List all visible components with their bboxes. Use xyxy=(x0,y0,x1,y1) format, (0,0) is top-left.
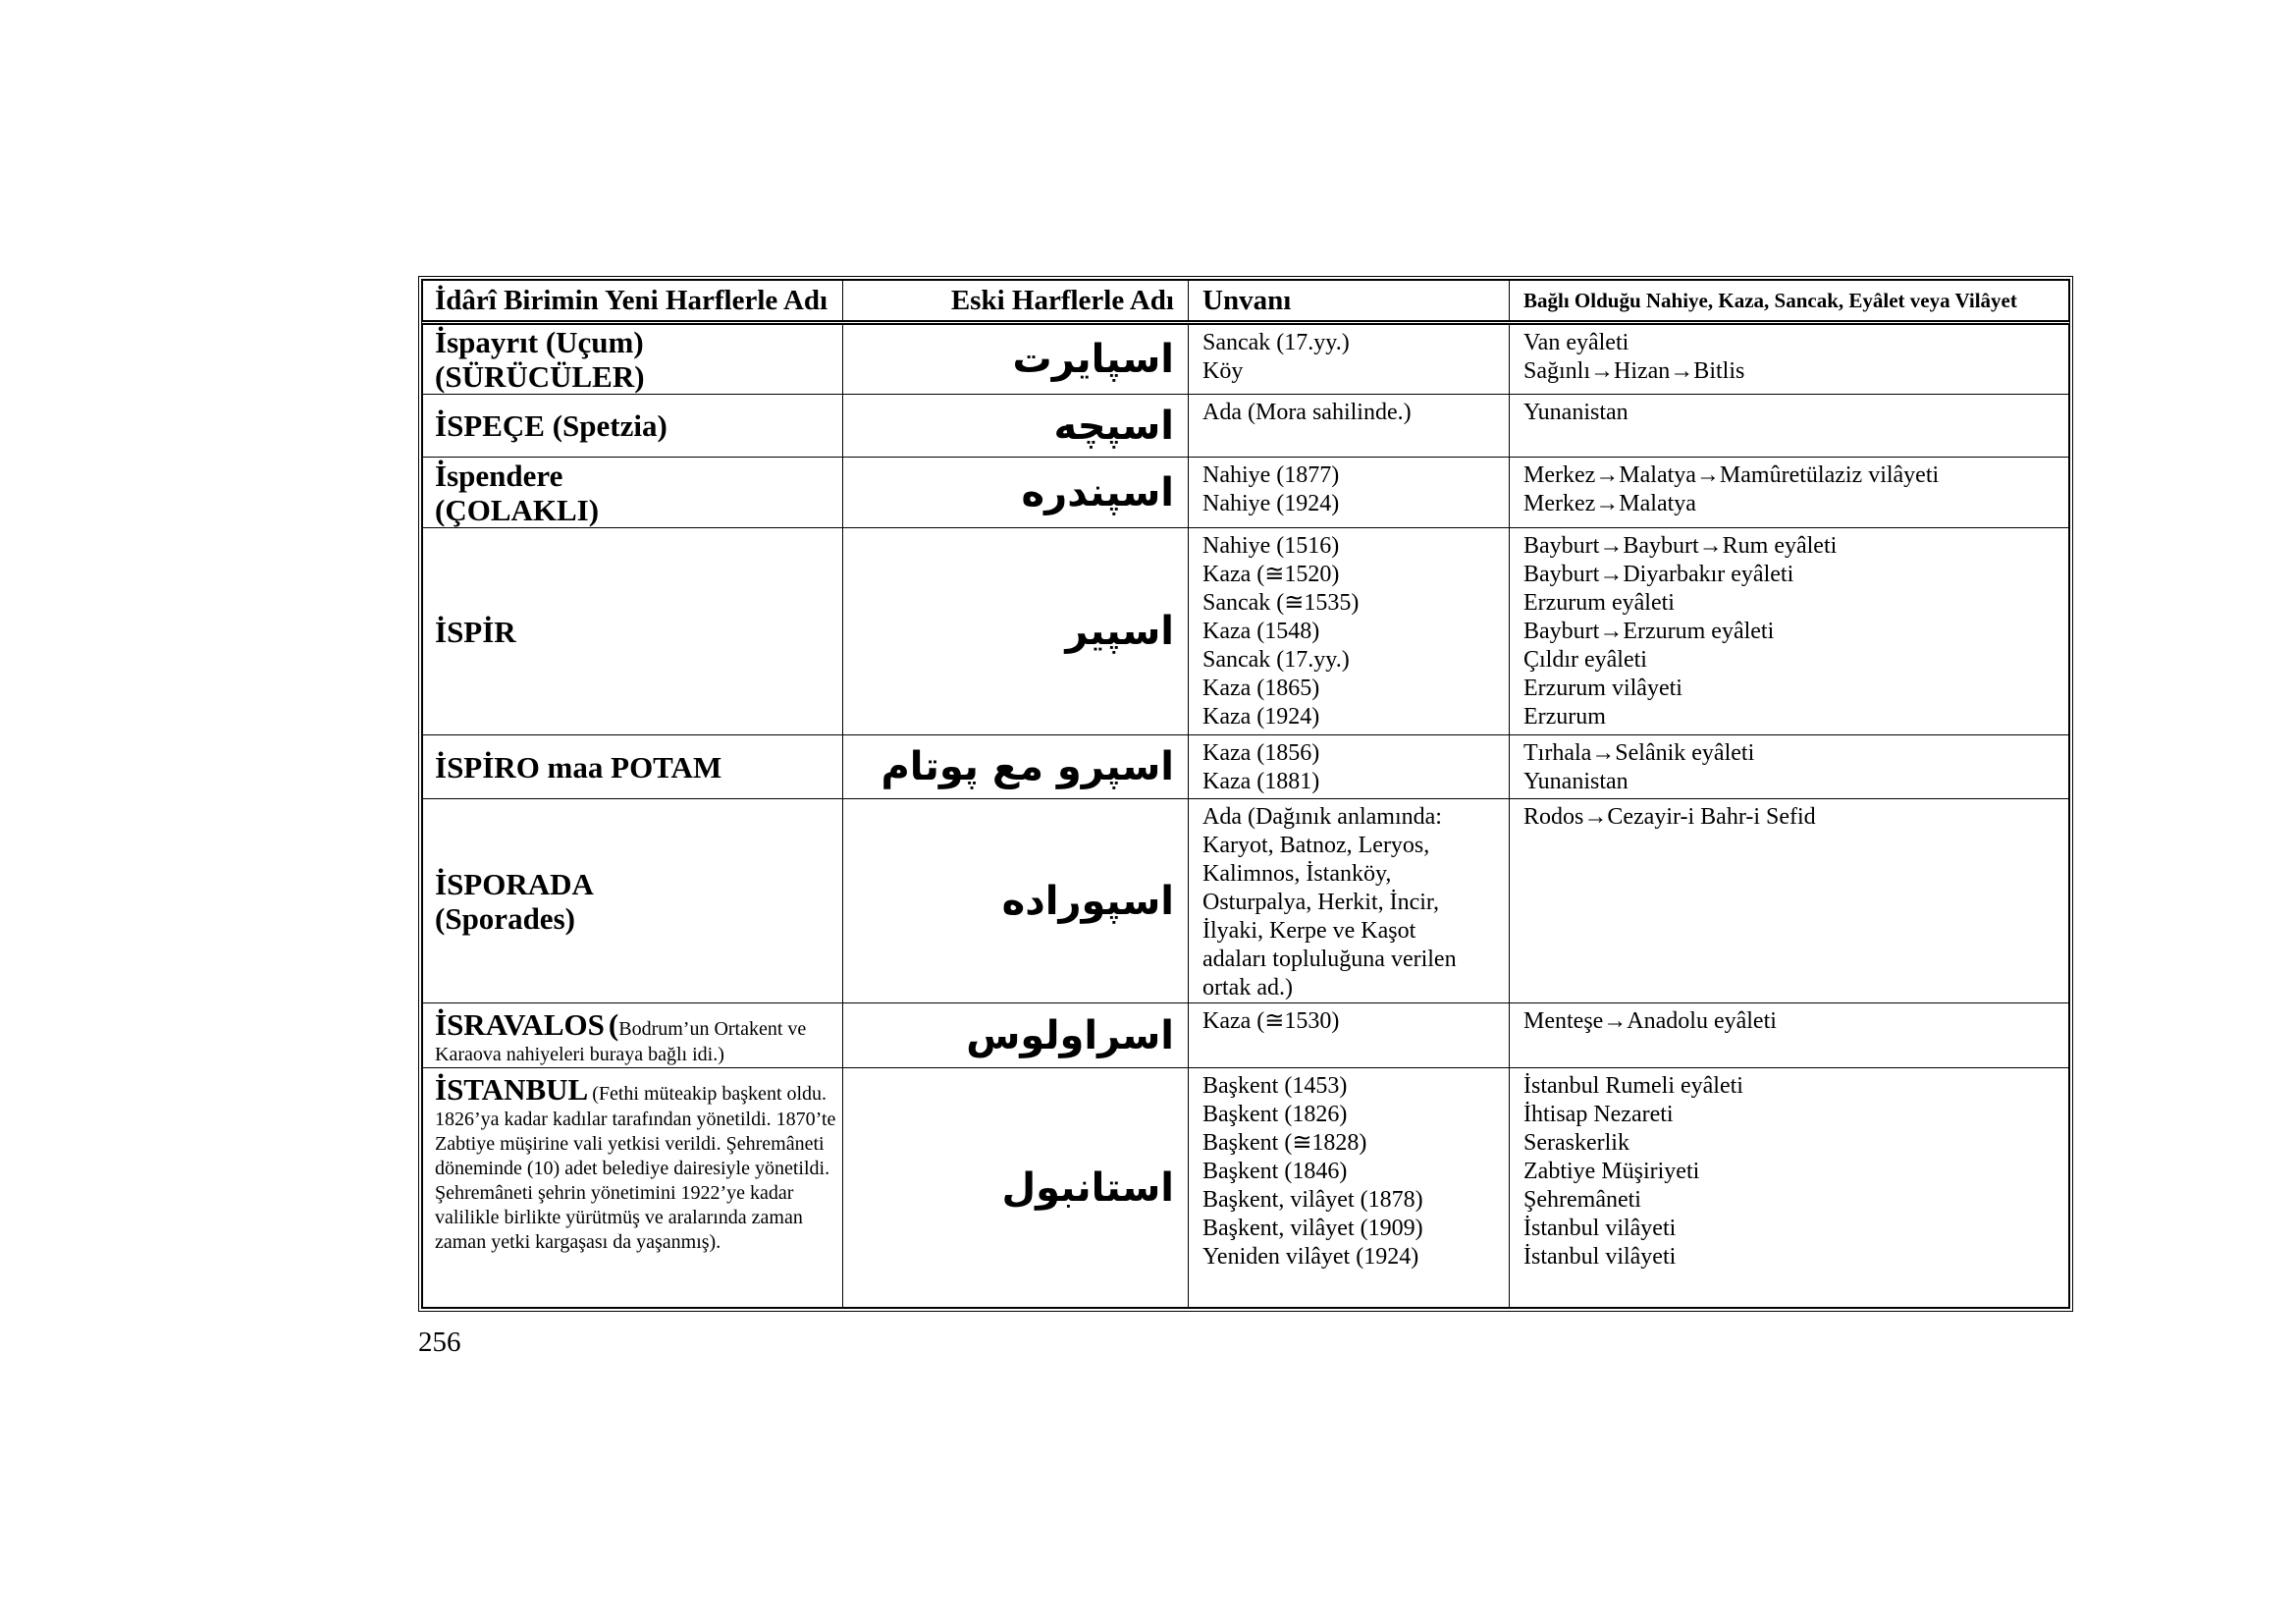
affiliation-cell xyxy=(1510,323,2069,395)
unit-name-note: (Fethi müteakip başkent oldu. 1826’ya kadar kadılar tarafından yönetildi. 1870’te Zabtiye müşirine vali yetkisi verildi. Şehremâneti döneminde (10) adet belediye dairesiyle yönetildi. Şehremâneti şehrin yönetimini 1922’ye kadar valilikle birlikte yürütmüş ve aralarında zaman zaman yetki kargaşası da yaşanmış). xyxy=(435,1083,836,1253)
title-entry: Kaza (≅1530) xyxy=(1202,1008,1340,1034)
affiliation-entry: İstanbul vilâyeti xyxy=(1523,1244,1677,1270)
title-entry: Ada (Mora sahilinde.) xyxy=(1202,400,1412,425)
title-entry: Kaza (1881) xyxy=(1202,769,1320,794)
table-row xyxy=(423,735,2069,799)
title-entry: Başkent (1826) xyxy=(1202,1102,1348,1127)
affiliation-cell xyxy=(1510,799,2069,1003)
arabic-name-cell: اسپير xyxy=(843,528,1189,735)
title-entry: Osturpalya, Herkit, İncir, xyxy=(1202,890,1439,915)
title-entry: Başkent (1453) xyxy=(1202,1073,1348,1099)
unit-name-paren: ( xyxy=(608,1007,619,1042)
title-entry: Başkent (1846) xyxy=(1202,1159,1348,1184)
unit-name-line: (Sporades) xyxy=(435,900,575,936)
unit-name-line: İspendere xyxy=(435,458,563,493)
table-row xyxy=(423,395,2069,458)
title-entry: Kaza (1548) xyxy=(1202,619,1320,644)
title-entry: İlyaki, Kerpe ve Kaşot xyxy=(1202,918,1416,944)
title-entry: Başkent, vilâyet (1909) xyxy=(1202,1216,1423,1241)
arabic-name-cell: اسراولوس xyxy=(843,1003,1189,1068)
title-entry: Yeniden vilâyet (1924) xyxy=(1202,1244,1419,1270)
affiliation-entry: Bayburt→Bayburt→Rum eyâleti xyxy=(1523,533,1838,559)
title-cell xyxy=(1189,1003,1510,1068)
table-row xyxy=(423,458,2069,528)
arabic-name-cell: اسپچه xyxy=(843,395,1189,458)
affiliation-entry: Menteşe→Anadolu eyâleti xyxy=(1523,1008,1777,1034)
affiliation-cell xyxy=(1510,735,2069,799)
title-entry: Köy xyxy=(1202,358,1244,384)
unit-name-line: İSPİR xyxy=(435,614,516,649)
affiliation-entry: Yunanistan xyxy=(1523,400,1629,425)
title-entry: Kalimnos, İstanköy, xyxy=(1202,861,1392,887)
unit-name-cell xyxy=(423,1068,843,1308)
title-entry: Ada (Dağınık anlamında: xyxy=(1202,804,1442,830)
affiliation-entry: Bayburt→Erzurum eyâleti xyxy=(1523,619,1775,644)
unit-name-line: İSPEÇE (Spetzia) xyxy=(435,408,667,443)
table-row xyxy=(423,1003,2069,1068)
unit-name-cell xyxy=(423,528,843,735)
gazetteer-table-frame xyxy=(418,276,2073,1312)
table-row xyxy=(423,799,2069,1003)
affiliation-entry: Bayburt→Diyarbakır eyâleti xyxy=(1523,562,1794,587)
title-entry: Kaza (1924) xyxy=(1202,704,1320,730)
unit-name-cell xyxy=(423,323,843,395)
title-entry: Nahiye (1516) xyxy=(1202,533,1340,559)
unit-name-main: İSTANBUL xyxy=(435,1072,589,1107)
affiliation-cell xyxy=(1510,395,2069,458)
page-number: 256 xyxy=(418,1326,461,1358)
arabic-name-cell: اسپرو مع پوتام xyxy=(843,735,1189,799)
title-entry: Kaza (≅1520) xyxy=(1202,562,1340,587)
unit-name-line: (ÇOLAKLI) xyxy=(435,492,600,527)
title-cell xyxy=(1189,1068,1510,1308)
affiliation-entry: Şehremâneti xyxy=(1523,1187,1641,1213)
arabic-name-cell: اسپوراده xyxy=(843,799,1189,1003)
unit-name-line: İspayrıt (Uçum) xyxy=(435,325,644,359)
affiliation-entry: Erzurum vilâyeti xyxy=(1523,676,1682,701)
affiliation-entry: Erzurum xyxy=(1523,704,1606,730)
arabic-name-cell: استانبول xyxy=(843,1068,1189,1308)
unit-name-line: (SÜRÜCÜLER) xyxy=(435,359,645,394)
table-row xyxy=(423,323,2069,395)
title-entry: Kaza (1856) xyxy=(1202,740,1320,766)
title-entry: Başkent (≅1828) xyxy=(1202,1130,1367,1156)
arabic-name-cell: اسپايرت xyxy=(843,323,1189,395)
table-header-row xyxy=(423,281,2069,323)
affiliation-cell xyxy=(1510,1068,2069,1308)
affiliation-entry: Zabtiye Müşiriyeti xyxy=(1523,1159,1700,1184)
title-entry: adaları topluluğuna verilen xyxy=(1202,947,1457,972)
gazetteer-table xyxy=(422,280,2069,1308)
affiliation-entry: Rodos→Cezayir-i Bahr-i Sefid xyxy=(1523,804,1816,830)
affiliation-entry: Van eyâleti xyxy=(1523,330,1629,355)
affiliation-entry: Tırhala→Selânik eyâleti xyxy=(1523,740,1755,766)
affiliation-entry: Çıldır eyâleti xyxy=(1523,647,1647,673)
unit-name-main: İSRAVALOS xyxy=(435,1007,605,1042)
affiliation-entry: Seraskerlik xyxy=(1523,1130,1629,1156)
affiliation-entry: İstanbul Rumeli eyâleti xyxy=(1523,1073,1743,1099)
table-row xyxy=(423,528,2069,735)
title-entry: Başkent, vilâyet (1878) xyxy=(1202,1187,1423,1213)
title-entry: Sancak (≅1535) xyxy=(1202,590,1360,616)
title-entry: Karyot, Batnoz, Leryos, xyxy=(1202,833,1430,858)
unit-name-cell xyxy=(423,735,843,799)
title-cell xyxy=(1189,735,1510,799)
header-affiliation: Bağlı Olduğu Nahiye, Kaza, Sancak, Eyâlet veya Vilâyet xyxy=(1510,281,2069,323)
title-entry: Sancak (17.yy.) xyxy=(1202,647,1350,673)
title-cell xyxy=(1189,458,1510,528)
affiliation-entry: İstanbul vilâyeti xyxy=(1523,1216,1677,1241)
affiliation-cell xyxy=(1510,458,2069,528)
title-cell xyxy=(1189,528,1510,735)
affiliation-entry: İhtisap Nezareti xyxy=(1523,1102,1674,1127)
title-entry: Nahiye (1924) xyxy=(1202,491,1340,516)
unit-name-cell xyxy=(423,799,843,1003)
title-cell xyxy=(1189,799,1510,1003)
affiliation-entry: Erzurum eyâleti xyxy=(1523,590,1675,616)
title-cell xyxy=(1189,395,1510,458)
affiliation-entry: Merkez→Malatya→Mamûretülaziz vilâyeti xyxy=(1523,462,1940,488)
table-row xyxy=(423,1068,2069,1308)
title-entry: ortak ad.) xyxy=(1202,975,1293,1001)
title-entry: Kaza (1865) xyxy=(1202,676,1320,701)
title-cell xyxy=(1189,323,1510,395)
affiliation-entry: Merkez→Malatya xyxy=(1523,491,1696,516)
affiliation-entry: Sağınlı→Hizan→Bitlis xyxy=(1523,358,1745,384)
title-entry: Nahiye (1877) xyxy=(1202,462,1340,488)
title-entry: Sancak (17.yy.) xyxy=(1202,330,1350,355)
affiliation-cell xyxy=(1510,1003,2069,1068)
unit-name-cell xyxy=(423,458,843,528)
unit-name-cell xyxy=(423,395,843,458)
unit-name-line: İSPORADA xyxy=(435,866,594,901)
affiliation-entry: Yunanistan xyxy=(1523,769,1629,794)
affiliation-cell xyxy=(1510,528,2069,735)
arabic-name-cell: اسپندره xyxy=(843,458,1189,528)
unit-name-cell xyxy=(423,1003,843,1068)
header-title: Unvanı xyxy=(1189,281,1510,323)
unit-name-line: İSPİRO maa POTAM xyxy=(435,749,722,785)
header-old-name: Eski Harflerle Adı xyxy=(843,281,1189,323)
unit-name-note: Bodrum’un Ortakent ve Karaova nahiyeleri buraya bağlı idi.) xyxy=(435,1018,807,1065)
header-new-name: İdârî Birimin Yeni Harflerle Adı xyxy=(423,281,843,323)
